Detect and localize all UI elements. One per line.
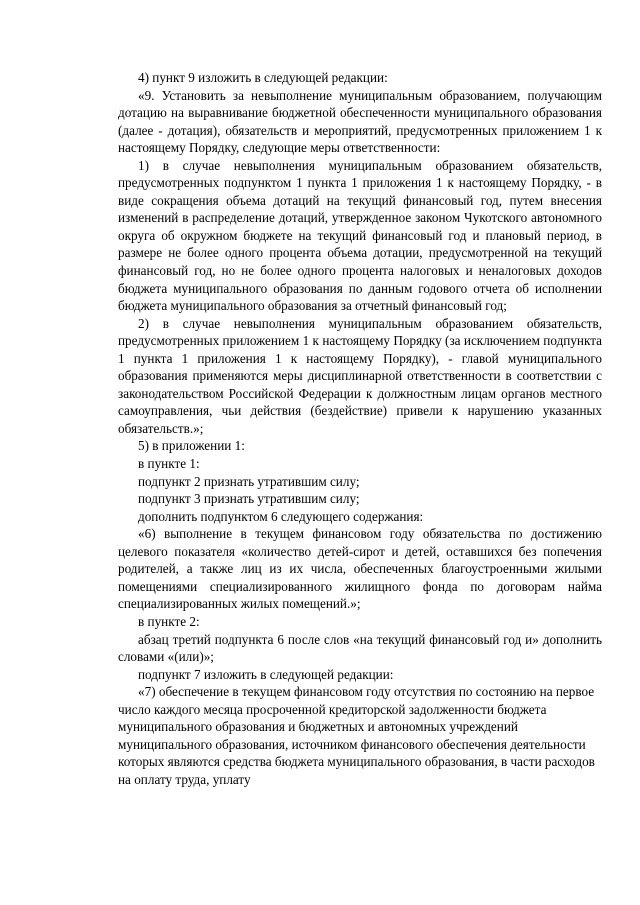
paragraph-subpoint-1: 1) в случае невыполнения муниципальным образованием обязательств, предусмотренных подпунктом 1 пункта 1 приложения 1 к настоящему Порядку, - в виде сокращения объема дотаций на текущий финансовый год, путем внесения изменений в распределение дотаций, утвержденное законом Чукотского автономного округа об окружном бюджете на текущий финансовый год и плановый период, в размере не более одного процента объема дотации, предусмотренной на текущий финансовый год, но не более одного процента налоговых и неналоговых доходов бюджета муниципального образования по данным годового отчета об исполнении бюджета муниципального образования за отчетный финансовый год; [118,157,602,314]
paragraph-point-9: «9. Установить за невыполнение муниципальным образованием, получающим дотацию на выравнивание бюджетной обеспеченности муниципального образования (далее - дотация), обязательств и мероприятий, предусмотренных приложением 1 к настоящему Порядку, следующие меры ответственности: [118,87,602,156]
paragraph-item-4: 4) пункт 9 изложить в следующей редакции: [138,70,388,85]
paragraph-subpoint-2-void: подпункт 2 признать утратившим силу; [138,473,360,489]
paragraph-subpoint-7-heading: подпункт 7 изложить в следующей редакции: [138,666,394,682]
paragraph-subpoint-6-text: «6) выполнение в текущем финансовом году обязательства по достижению целевого показателя «количество детей-сирот и детей, оставшихся без попечения родителей, а также лиц из их числа, обеспеченных благоустроенными жилыми помещениями специализированного жилищного фонда по договорам найма специализированных жилых помещений.»; [118,526,602,612]
paragraph-add-subpoint-6: дополнить подпунктом 6 следующего содержания: [138,508,424,524]
paragraph-in-point-1: в пункте 1: [138,456,200,472]
paragraph-item-5: 5) в приложении 1: [138,438,245,454]
document-page [118,69,602,788]
paragraph-subpoint-6-amend: абзац третий подпункта 6 после слов «на текущий финансовый год и» дополнить словами «(или)»; [118,631,602,665]
paragraph-subpoint-3-void: подпункт 3 признать утратившим силу; [138,491,360,507]
paragraph-in-point-2: в пункте 2: [138,613,200,629]
paragraph-subpoint-2: 2) в случае невыполнения муниципальным образованием обязательств, предусмотренных приложением 1 к настоящему Порядку (за исключением подпункта 1 пункта 1 приложения 1 к настоящему Порядку), - главой муниципального образования применяются меры дисциплинарной ответственности в соответствии с законодательством Российской Федерации к должностным лицам органов местного самоуправления, чьи действия (бездействие) привели к нарушению указанных обязательств.»; [118,315,602,436]
paragraph-subpoint-7-text: «7) обеспечение в текущем финансовом году отсутствия по состоянию на первое число каждого месяца просроченной кредиторской задолженности бюджета муниципального образования и бюджетных и автономных учреждений муниципального образования, источником финансового обеспечения деятельности которых являются средства бюджета муниципального образования, в части расходов на оплату труда, уплату [118,684,595,787]
